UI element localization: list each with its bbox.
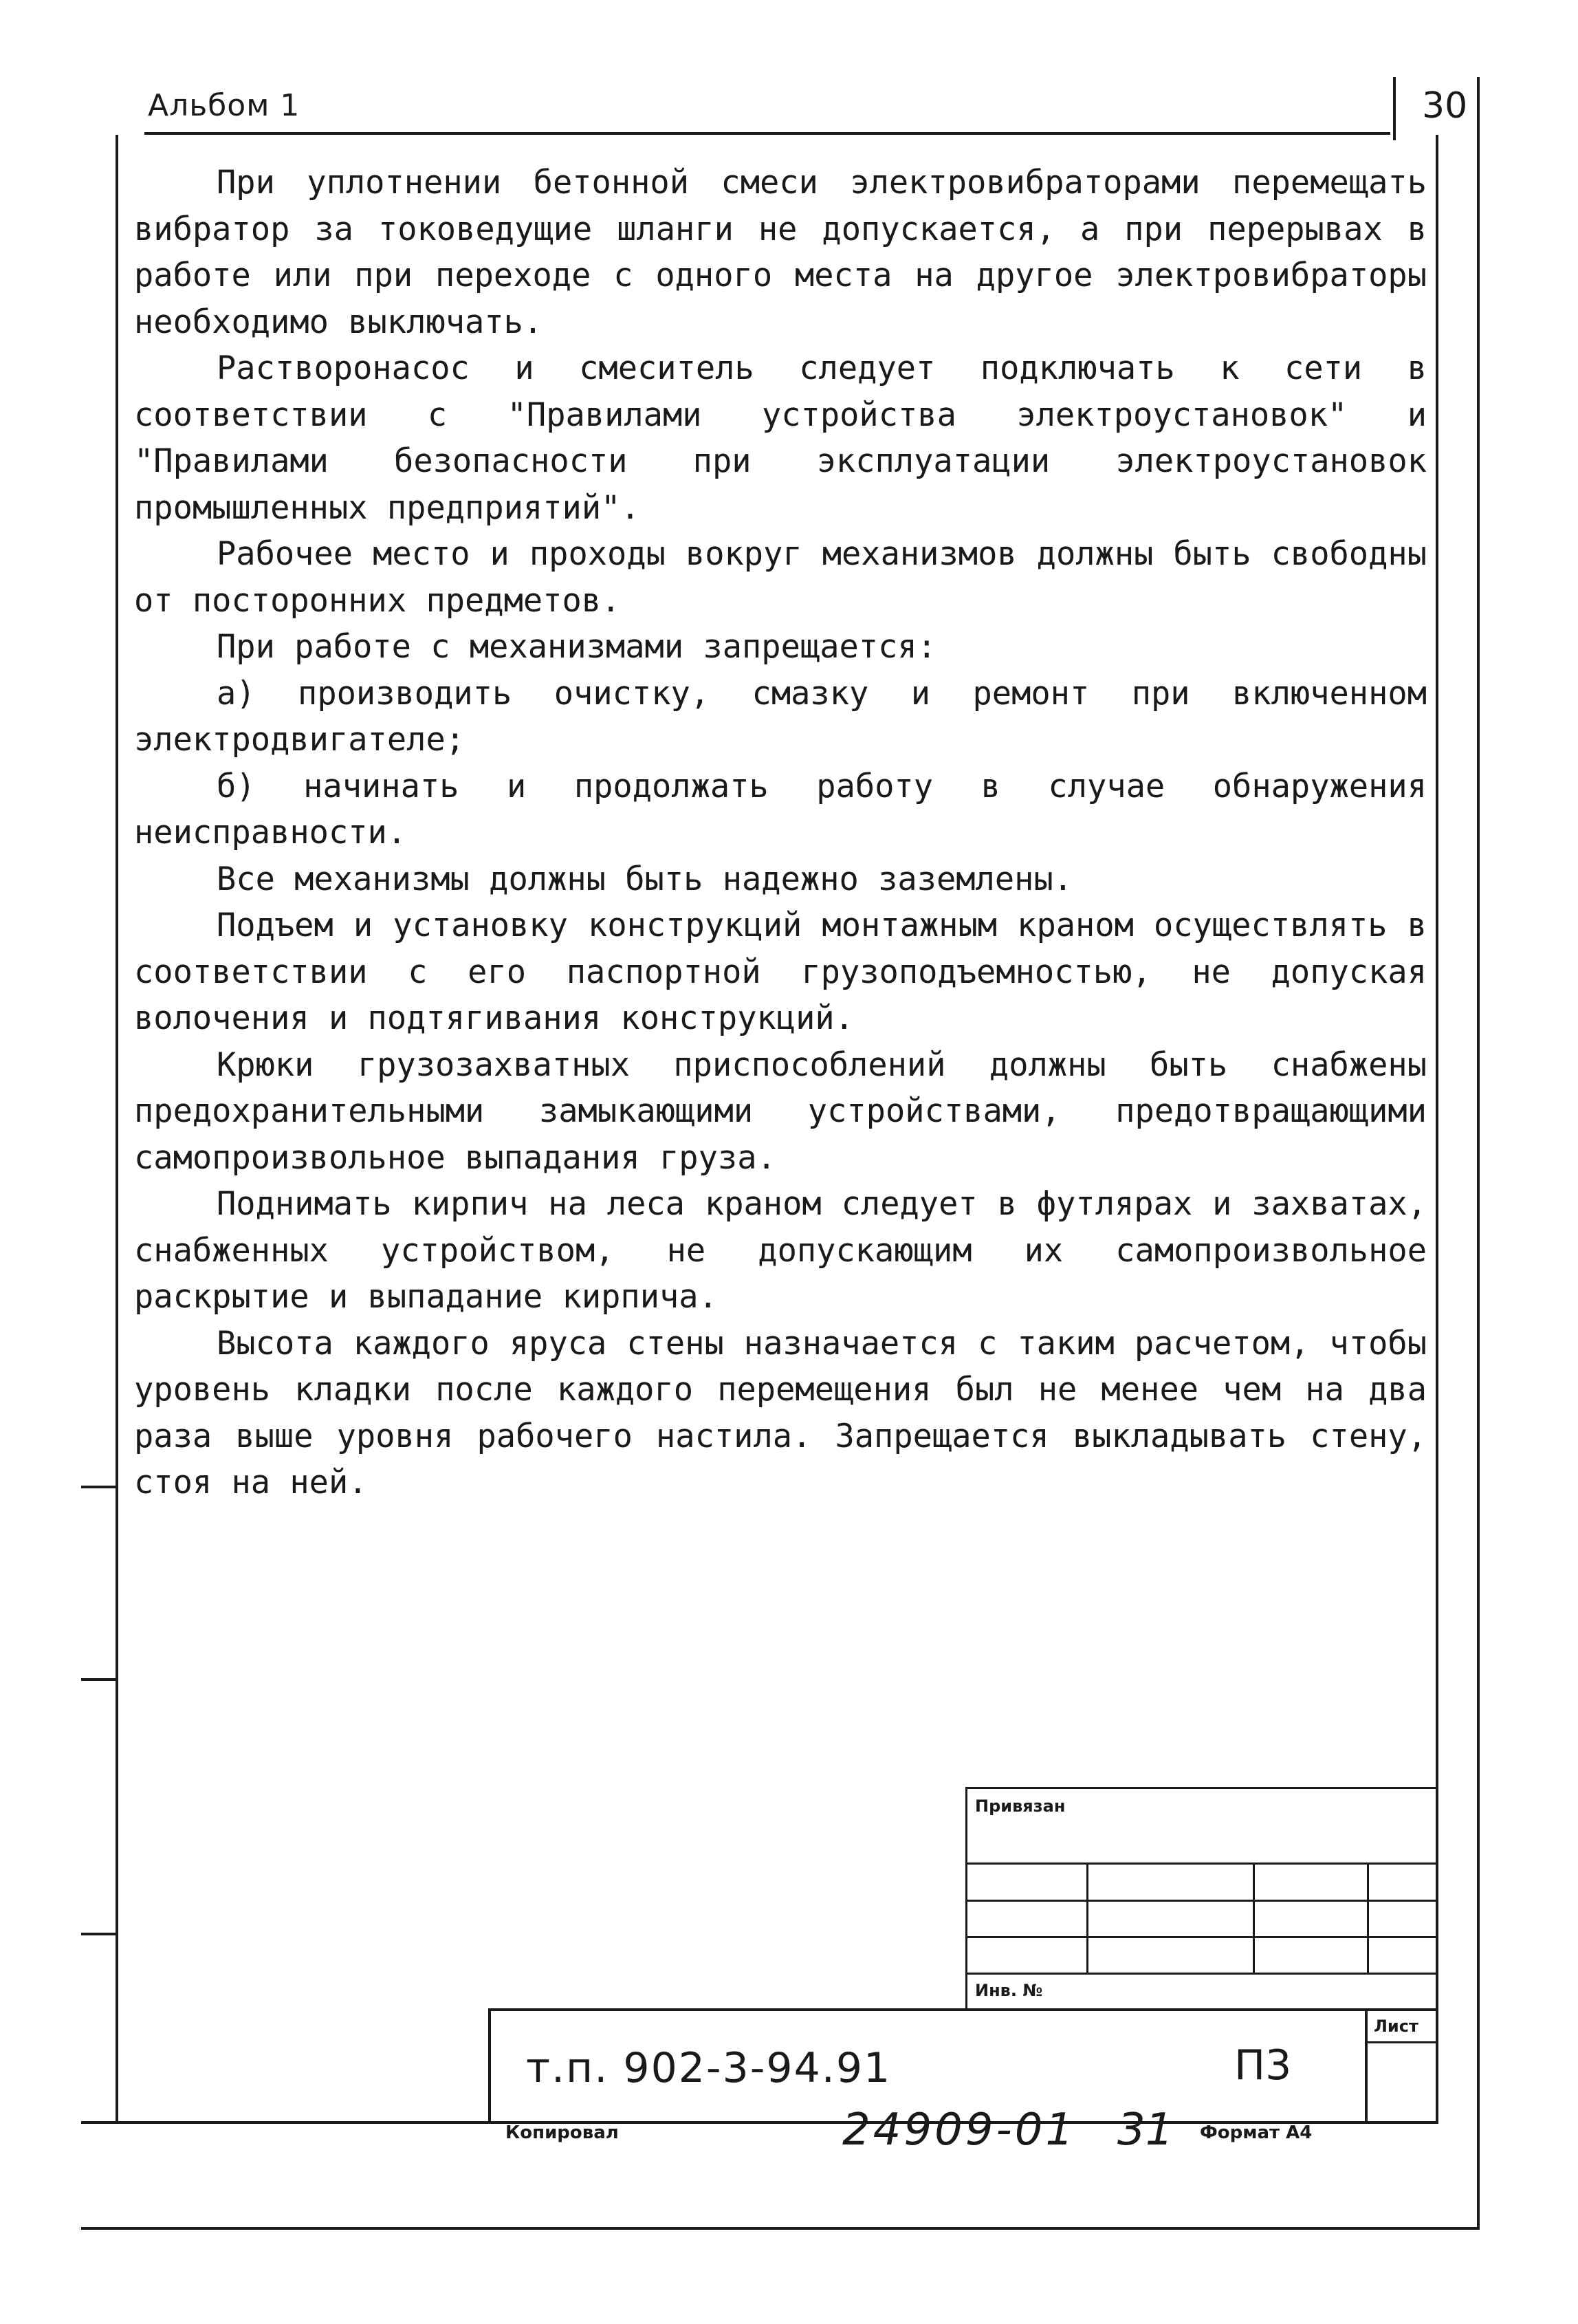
paragraph: Высота каждого яруса стены назначается с таким расчетом, чтобы уровень кладки после каждого перемещения был не менее чем на два раза выше уровня рабочего настила. Запрещается выкладывать стену, стоя на ней.	[134, 1324, 1427, 1501]
frame-right	[1436, 135, 1438, 2122]
stamp-line	[488, 2008, 1438, 2011]
stamp-grid-line	[1253, 1863, 1255, 1974]
list-item: а) производить очистку, смазку и ремонт при включенном электродвигателе;	[134, 674, 1427, 759]
stamp-line	[1365, 2041, 1438, 2043]
paragraph: Рабочее место и проходы вокруг механизмов должны быть свободны от посторонних предметов.	[134, 535, 1427, 620]
sheet-label: Лист	[1374, 2017, 1418, 2036]
binding-tick	[81, 1678, 117, 1681]
frame-left	[116, 135, 118, 2122]
paragraph: Растворонасос и смеситель следует подключать к сети в соответствии с "Правилами устройства электроустановок" и "Правилами безопасности при эксплуатации электроустановок промышленных предприятий".	[134, 349, 1427, 527]
body-text	[134, 160, 1427, 1506]
paragraph: Крюки грузозахватных приспособлений должны быть снабжены предохранительными замыкающими устройствами, предотвращающими самопроизвольное выпадания груза.	[134, 1045, 1427, 1177]
paragraph: При работе с механизмами запрещается:	[217, 628, 936, 666]
format-label: Формат А4	[1200, 2122, 1313, 2143]
binding-tick	[81, 1486, 117, 1488]
paragraph: При уплотнении бетонной смеси электровибраторами перемещать вибратор за токоведущие шланги не допускается, а при перерывах в работе или при переходе с одного места на другое электровибраторы необходимо выключать.	[134, 164, 1427, 341]
stamp-grid-line	[965, 1787, 967, 2010]
paragraph: Все механизмы должны быть надежно заземлены.	[217, 860, 1073, 898]
sheet-count: 31	[1117, 2105, 1174, 2155]
stamp-line	[488, 2008, 491, 2122]
outer-bottom-edge	[81, 2227, 1480, 2230]
header-rule	[144, 132, 1390, 135]
stamp-grid-line	[1367, 1863, 1369, 1974]
album-label: Альбом 1	[148, 88, 300, 123]
sheet-code: П3	[1234, 2041, 1292, 2089]
copied-label: Копировал	[505, 2122, 619, 2143]
stamp-line	[1365, 2008, 1368, 2122]
stamp-grid-line	[965, 1787, 1438, 1789]
attached-label: Привязан	[975, 1796, 1066, 1816]
paragraph: Подъем и установку конструкций монтажным краном осуществлять в соответствии с его паспортной грузоподъемностью, не допуская волочения и подтягивания конструкций.	[134, 906, 1427, 1037]
stamp-grid-line	[1086, 1863, 1088, 1974]
page-number: 30	[1422, 85, 1468, 127]
paragraph: Поднимать кирпич на леса краном следует в футлярах и захватах, снабженных устройством, не допускающим их самопроизвольное раскрытие и выпадание кирпича.	[134, 1185, 1427, 1316]
designation: т.п. 902-3-94.91	[526, 2044, 892, 2092]
page-number-divider	[1393, 77, 1396, 140]
list-item: б) начинать и продолжать работу в случае обнаружения неисправности.	[134, 767, 1427, 851]
binding-tick	[81, 1933, 117, 1935]
inv-label: Инв. №	[975, 1981, 1043, 2000]
outer-right-edge	[1477, 77, 1480, 2230]
inventory-number: 24909-01	[842, 2105, 1077, 2155]
